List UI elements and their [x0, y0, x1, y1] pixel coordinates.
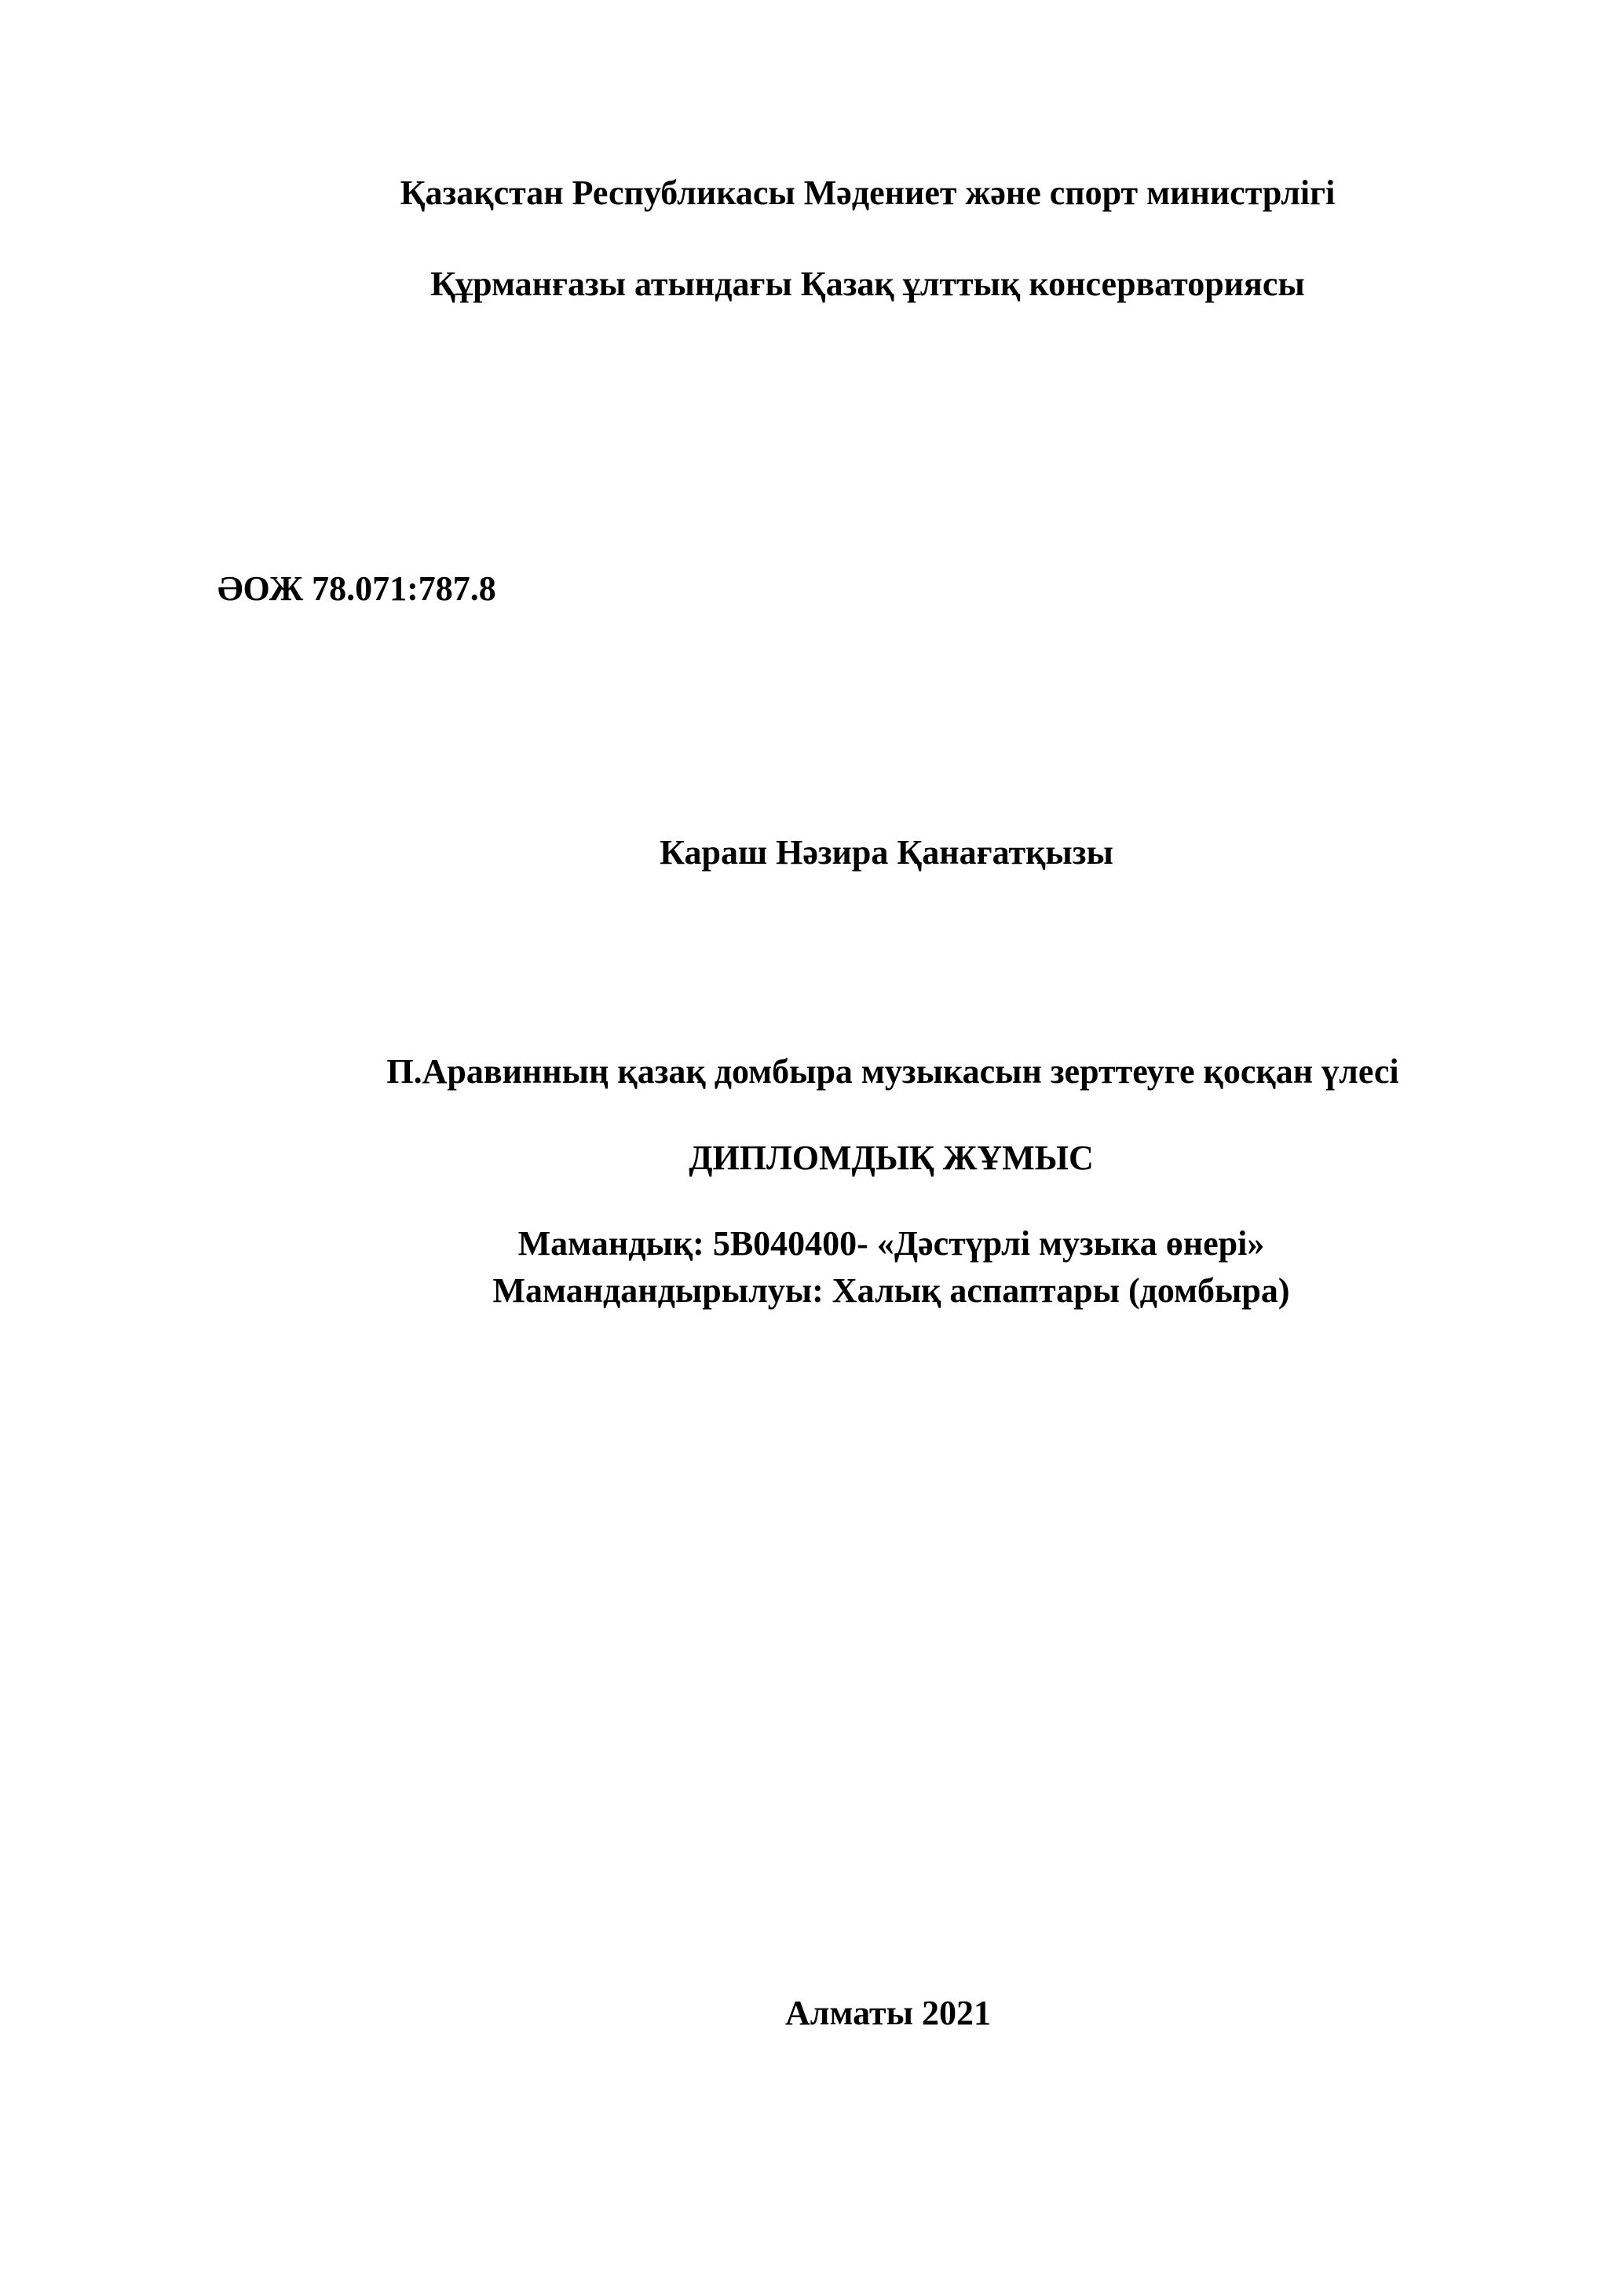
city-year: Алматы 2021 [785, 1994, 991, 2032]
ministry-heading: Қазақстан Республикасы Мәдениет және спорт министрлігі [400, 174, 1336, 212]
work-type: ДИПЛОМДЫҚ ЖҰМЫС [689, 1139, 1094, 1177]
author-name: Караш Нәзира Қанағатқызы [660, 833, 1113, 872]
specialty-line: Мамандық: 5В040400- «Дәстүрлі музыка өнері» [517, 1224, 1265, 1263]
conservatory-heading: Құрманғазы атындағы Қазақ ұлттық консерваториясы [430, 265, 1305, 303]
thesis-title: П.Аравинның қазақ домбыра музыкасын зерттеуге қосқан үлесі [386, 1052, 1399, 1091]
specialization-line: Мамандандырылуы: Халық аспаптары (домбыра) [492, 1271, 1290, 1310]
udc-code: ӘОЖ 78.071:787.8 [217, 569, 496, 608]
